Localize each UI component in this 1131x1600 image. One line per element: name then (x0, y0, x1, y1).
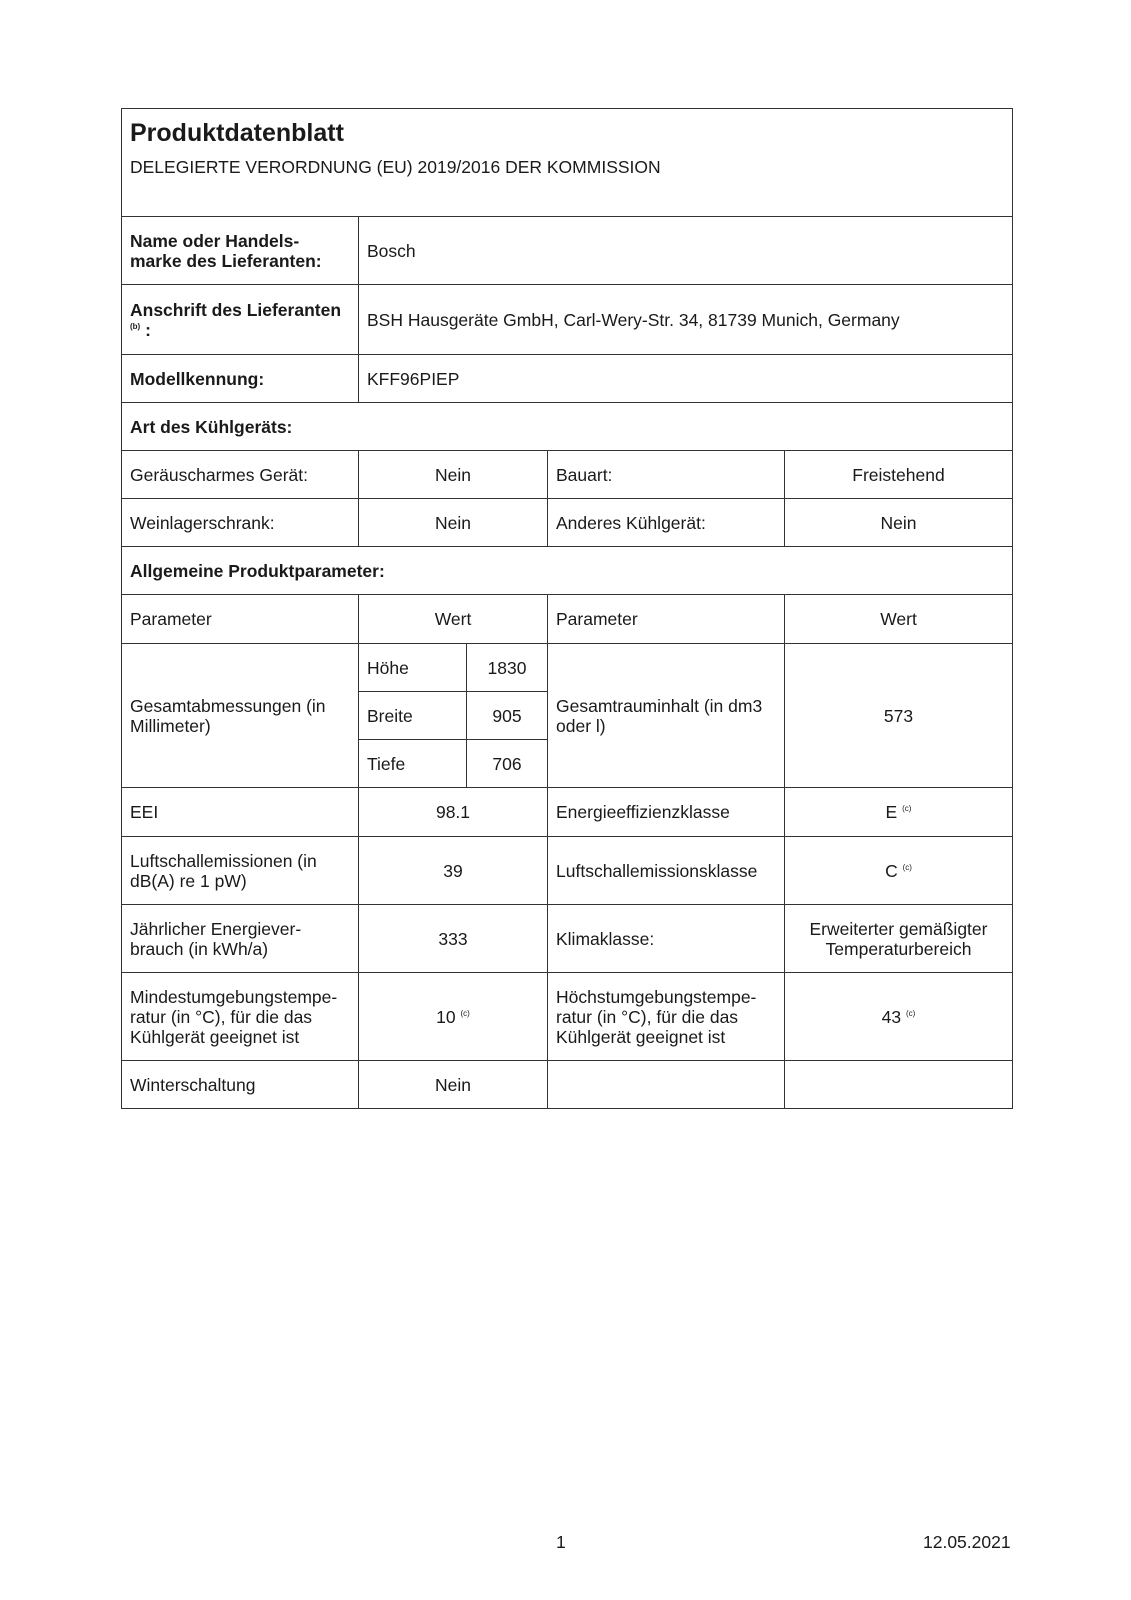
eei-value: 98.1 (359, 788, 548, 837)
temperature-row (122, 973, 1013, 1061)
winter-value: Nein (359, 1061, 548, 1109)
params-heading-row (122, 547, 1013, 595)
column-header-value-2: Wert (785, 595, 1013, 644)
model-row (122, 355, 1013, 403)
winter-label: Winterschaltung (122, 1061, 359, 1109)
consumption-label: Jährlicher Energiever- brauch (in kWh/a) (122, 905, 359, 973)
width-label: Breite (359, 692, 467, 740)
empty-cell (785, 1061, 1013, 1109)
dimensions-row-height (122, 644, 1013, 692)
device-type-heading: Art des Kühlgeräts: (122, 403, 1013, 451)
supplier-name-row (122, 217, 1013, 285)
eei-label: EEI (122, 788, 359, 837)
wine-cabinet-value: Nein (359, 499, 548, 547)
eei-row (122, 788, 1013, 837)
noise-value: 39 (359, 837, 548, 905)
climate-class-value: Erweiterter gemäßigter Temperaturbereich (785, 905, 1013, 973)
dimensions-label: Gesamtabmessungen (in Millimeter) (122, 644, 359, 788)
supplier-name-value: Bosch (359, 217, 1013, 285)
document-date: 12.05.2021 (923, 1532, 1011, 1552)
low-noise-value: Nein (359, 451, 548, 499)
header-row (122, 109, 1013, 217)
page-title: Produktdatenblatt (130, 119, 344, 147)
min-temp-label: Mindestumgebungstempe- ratur (in °C), für die das Kühlgerät geeignet ist (122, 973, 359, 1061)
device-type-heading-row (122, 403, 1013, 451)
wine-cabinet-row (122, 499, 1013, 547)
depth-value: 706 (467, 740, 548, 788)
max-temp-value: 43 $^{(c)}$ (785, 973, 1013, 1061)
product-data-sheet-table (121, 108, 1013, 1109)
other-device-value: Nein (785, 499, 1013, 547)
volume-value: 573 (785, 644, 1013, 788)
other-device-label: Anderes Kühlgerät: (548, 499, 785, 547)
footnote-c: (c) (906, 1008, 916, 1018)
column-header-value: Wert (359, 595, 548, 644)
height-label: Höhe (359, 644, 467, 692)
energy-class-label: Energieeffizienzklasse (548, 788, 785, 837)
page-number: 1 (556, 1532, 566, 1552)
empty-cell (548, 1061, 785, 1109)
model-label: Modellkennung: (122, 355, 359, 403)
noise-class-value: C $^{(c)}$ (785, 837, 1013, 905)
footnote-c: (c) (902, 804, 912, 814)
design-value: Freistehend (785, 451, 1013, 499)
depth-label: Tiefe (359, 740, 467, 788)
height-value: 1830 (467, 644, 548, 692)
energy-class-value: E $^{(c)}$ (785, 788, 1013, 837)
footnote-c: (c) (902, 862, 912, 872)
supplier-address-label: Anschrift des Lieferanten $^{(b)}$ : (122, 285, 359, 355)
column-header-parameter-2: Parameter (548, 595, 785, 644)
winter-row (122, 1061, 1013, 1109)
design-label: Bauart: (548, 451, 785, 499)
max-temp-label: Höchstumgebungstempe- ratur (in °C), für die das Kühlgerät geeignet ist (548, 973, 785, 1061)
page-subtitle: DELEGIERTE VERORDNUNG (EU) 2019/2016 DER KOMMISSION (130, 157, 661, 177)
width-value: 905 (467, 692, 548, 740)
climate-class-label: Klimaklasse: (548, 905, 785, 973)
supplier-name-label: Name oder Handels- marke des Lieferanten: (122, 217, 359, 285)
low-noise-label: Geräuscharmes Gerät: (122, 451, 359, 499)
model-value: KFF96PIEP (359, 355, 1013, 403)
low-noise-row (122, 451, 1013, 499)
params-heading: Allgemeine Produktparameter: (122, 547, 1013, 595)
consumption-value: 333 (359, 905, 548, 973)
supplier-address-row (122, 285, 1013, 355)
column-header-parameter: Parameter (122, 595, 359, 644)
noise-class-label: Luftschallemissionsklasse (548, 837, 785, 905)
noise-label: Luftschallemissionen (in dB(A) re 1 pW) (122, 837, 359, 905)
volume-label: Gesamtrauminhalt (in dm3 oder l) (548, 644, 785, 788)
params-column-header-row (122, 595, 1013, 644)
footnote-c: (c) (460, 1008, 470, 1018)
wine-cabinet-label: Weinlagerschrank: (122, 499, 359, 547)
consumption-row (122, 905, 1013, 973)
min-temp-value: 10 $^{(c)}$ (359, 973, 548, 1061)
noise-row (122, 837, 1013, 905)
supplier-address-value: BSH Hausgeräte GmbH, Carl-Wery-Str. 34, 81739 Munich, Germany (359, 285, 1013, 355)
